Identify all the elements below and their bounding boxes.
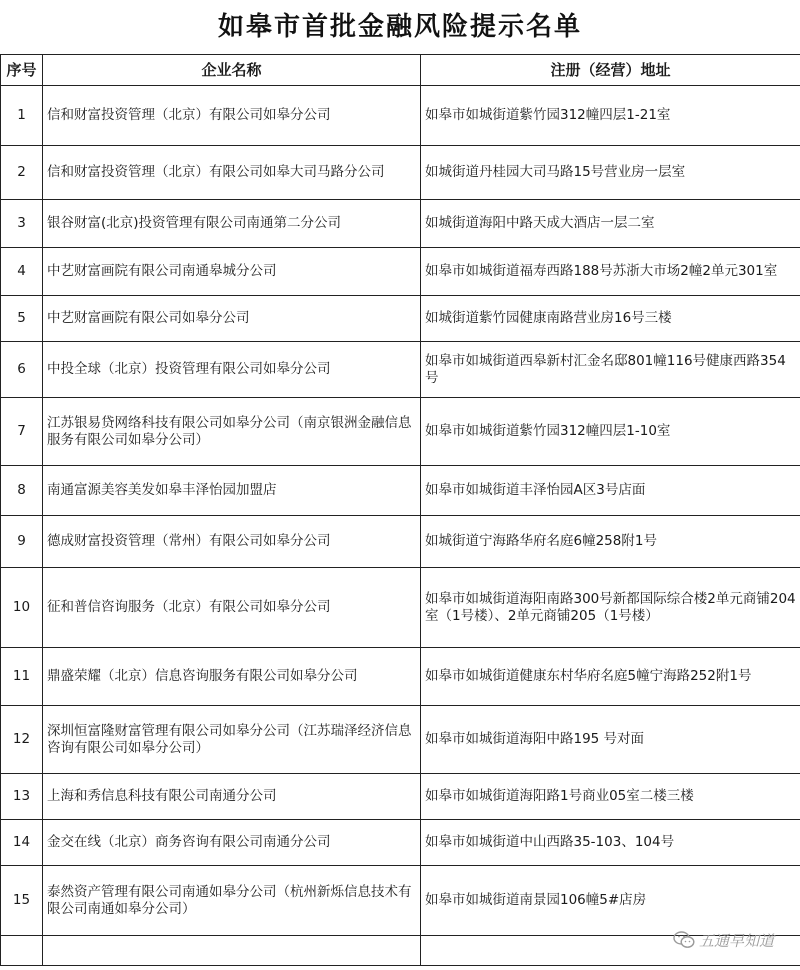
company-name: 泰然资产管理有限公司南通如皋分公司（杭州新烁信息技术有限公司南通如皋分公司） [43, 866, 421, 936]
company-name: 中艺财富画院有限公司南通皋城分公司 [43, 248, 421, 296]
table-row [1, 86, 800, 146]
company-address: 如皋市如城街道中山西路35-103、104号 [421, 820, 800, 866]
company-name: 南通富源美容美发如皋丰泽怡园加盟店 [43, 466, 421, 516]
watermark [673, 928, 774, 952]
company-name: 征和普信咨询服务（北京）有限公司如皋分公司 [43, 568, 421, 648]
table-row [1, 296, 800, 342]
header-no: 序号 [1, 55, 43, 86]
company-address: 如城街道紫竹园健康南路营业房16号三楼 [421, 296, 800, 342]
company-name: 信和财富投资管理（北京）有限公司如皋大司马路分公司 [43, 146, 421, 200]
table-row [1, 248, 800, 296]
company-name: 中艺财富画院有限公司如皋分公司 [43, 296, 421, 342]
company-address: 如城街道丹桂园大司马路15号营业房一层室 [421, 146, 800, 200]
company-address: 如皋市如城街道紫竹园312幢四层1-10室 [421, 398, 800, 466]
company-name: 中投全球（北京）投资管理有限公司如皋分公司 [43, 342, 421, 398]
page-title: 如皋市首批金融风险提示名单 [217, 12, 582, 42]
table-row [1, 146, 800, 200]
row-number: 8 [1, 466, 43, 516]
row-number: 14 [1, 820, 43, 866]
company-name: 上海和秀信息科技有限公司南通分公司 [43, 774, 421, 820]
company-address: 如皋市如城街道海阳中路195 号对面 [421, 706, 800, 774]
table-row [1, 516, 800, 568]
row-number: 7 [1, 398, 43, 466]
row-number: 5 [1, 296, 43, 342]
row-number: 12 [1, 706, 43, 774]
header-address: 注册（经营）地址 [421, 55, 800, 86]
table-row [1, 820, 800, 866]
company-address: 如皋市如城街道海阳南路300号新都国际综合楼2单元商铺204室（1号楼）、2单元商铺205（1号楼） [421, 568, 800, 648]
company-name: 深圳恒富隆财富管理有限公司如皋分公司（江苏瑞泽经济信息咨询有限公司如皋分公司） [43, 706, 421, 774]
watermark-text: 五通早知道 [698, 931, 774, 950]
row-number: 1 [1, 86, 43, 146]
table-row [1, 342, 800, 398]
company-name: 德成财富投资管理（常州）有限公司如皋分公司 [43, 516, 421, 568]
table-row [1, 200, 800, 248]
company-name: 鼎盛荣耀（北京）信息咨询服务有限公司如皋分公司 [43, 648, 421, 706]
table-row [1, 398, 800, 466]
company-address: 如城街道宁海路华府名庭6幢258附1号 [421, 516, 800, 568]
wechat-icon [673, 931, 695, 949]
company-address: 如皋市如城街道紫竹园312幢四层1-21室 [421, 86, 800, 146]
row-number: 13 [1, 774, 43, 820]
header-name: 企业名称 [43, 55, 421, 86]
risk-list-table [0, 54, 800, 966]
row-number: 15 [1, 866, 43, 936]
company-address: 如皋市如城街道海阳路1号商业05室二楼三楼 [421, 774, 800, 820]
table-row [1, 774, 800, 820]
row-number: 3 [1, 200, 43, 248]
row-number: 11 [1, 648, 43, 706]
table-row [1, 866, 800, 936]
empty-cell [1, 936, 43, 966]
company-address: 如皋市如城街道健康东村华府名庭5幢宁海路252附1号 [421, 648, 800, 706]
company-name: 信和财富投资管理（北京）有限公司如皋分公司 [43, 86, 421, 146]
table-header-row [1, 55, 800, 86]
company-address: 如皋市如城街道福寿西路188号苏浙大市场2幢2单元301室 [421, 248, 800, 296]
company-address: 如皋市如城街道丰泽怡园A区3号店面 [421, 466, 800, 516]
company-address: 如皋市如城街道西皋新村汇金名邸801幢116号健康西路354号 [421, 342, 800, 398]
table-row [1, 568, 800, 648]
row-number: 4 [1, 248, 43, 296]
row-number: 10 [1, 568, 43, 648]
row-number: 2 [1, 146, 43, 200]
table-row [1, 466, 800, 516]
company-address: 如皋市如城街道南景园106幢5#店房 [421, 866, 800, 936]
company-name: 银谷财富(北京)投资管理有限公司南通第二分公司 [43, 200, 421, 248]
table-row [1, 648, 800, 706]
row-number: 9 [1, 516, 43, 568]
table-row [1, 706, 800, 774]
company-address: 如城街道海阳中路天成大酒店一层二室 [421, 200, 800, 248]
company-name: 金交在线（北京）商务咨询有限公司南通分公司 [43, 820, 421, 866]
row-number: 6 [1, 342, 43, 398]
empty-cell [43, 936, 421, 966]
company-name: 江苏银易贷网络科技有限公司如皋分公司（南京银洲金融信息服务有限公司如皋分公司） [43, 398, 421, 466]
